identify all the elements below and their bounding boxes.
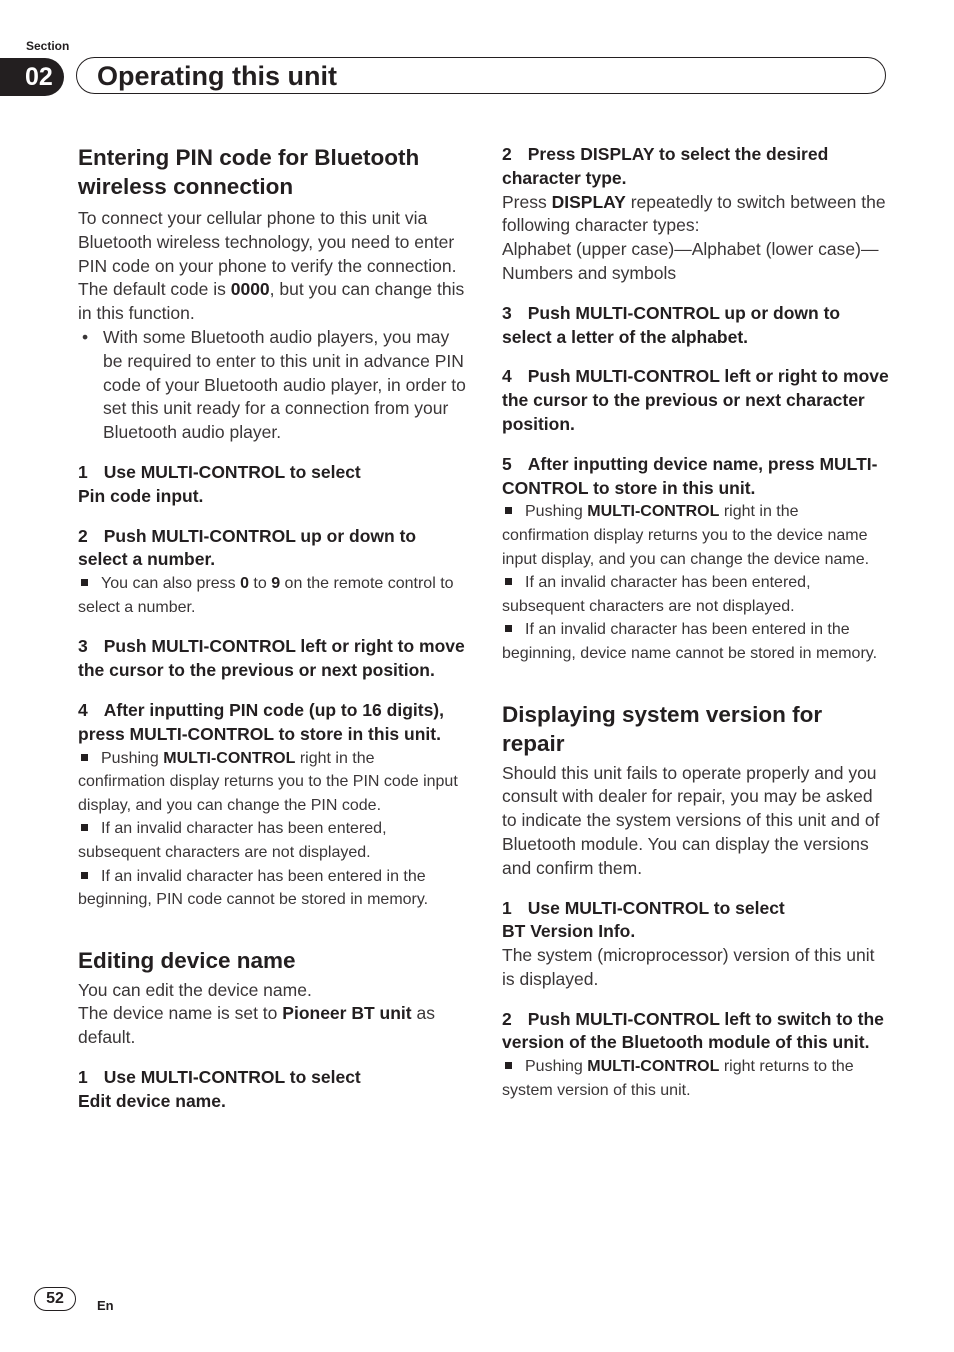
- edit-line-1: You can edit the device name.: [78, 979, 312, 1000]
- bullet-dot-icon: •: [82, 326, 89, 347]
- right-column: [502, 143, 890, 1102]
- note-square-icon: [81, 824, 88, 831]
- page-title: Operating this unit: [97, 61, 337, 91]
- pin-heading: Entering PIN code for Bluetooth wireless connection: [78, 145, 420, 199]
- language-code: En: [97, 1298, 114, 1313]
- edit-menu-item: Edit device name.: [78, 1090, 226, 1111]
- pin-step-4: 4 After inputting PIN code (up to 16 digits), press MULTI-CONTROL to store in this unit.: [78, 699, 444, 744]
- pin-step-4-note-1: Pushing MULTI-CONTROL right in the confirmation display returns you to the PIN code input display, and you can change the PIN code.: [78, 749, 458, 814]
- edit-step-3: 3 Push MULTI-CONTROL up or down to select a letter of the alphabet.: [502, 302, 841, 347]
- page-number: 52: [34, 1287, 76, 1311]
- edit-heading: Editing device name: [78, 947, 296, 973]
- edit-step-5-note-1: Pushing MULTI-CONTROL right in the confirmation display returns you to the device name input display, and you can change the device name.: [502, 503, 870, 568]
- pin-menu-item: Pin code input.: [78, 485, 204, 506]
- note-square-icon: [81, 579, 88, 586]
- version-intro: Should this unit fails to operate properly and you consult with dealer for repair, you may be asked to indicate the system versions of this unit and of Bluetooth module. You can display the versions and confirm them.: [502, 762, 880, 878]
- edit-step-2-body: Press DISPLAY repeatedly to switch between the following character types:: [502, 191, 886, 236]
- pin-step-4-note-3: If an invalid character has been entered in the beginning, PIN code cannot be stored in memory.: [78, 867, 429, 909]
- version-step-2: 2 Push MULTI-CONTROL left to switch to the version of the Bluetooth module of this unit.: [502, 1008, 884, 1053]
- edit-step-5-note-3: If an invalid character has been entered in the beginning, device name cannot be stored in memory.: [502, 621, 878, 662]
- note-square-icon: [505, 1062, 512, 1069]
- note-square-icon: [505, 625, 512, 632]
- pin-step-3: 3 Push MULTI-CONTROL left or right to move the cursor to the previous or next position.: [78, 636, 465, 681]
- note-square-icon: [81, 872, 88, 879]
- left-column: [78, 143, 466, 1114]
- edit-step-1: 1 Use MULTI-CONTROL to select Edit device name.: [78, 1067, 361, 1111]
- note-square-icon: [505, 578, 512, 585]
- page-title-bar: [76, 57, 886, 94]
- pin-step-2: 2 Push MULTI-CONTROL up or down to select a number.: [78, 525, 417, 570]
- pin-step-1: 1 Use MULTI-CONTROL to select Pin code input.: [78, 461, 361, 506]
- version-step-1: 1 Use MULTI-CONTROL to select BT Version Info.: [502, 897, 785, 942]
- character-types: Alphabet (upper case)—Alphabet (lower case)—Numbers and symbols: [502, 239, 879, 283]
- edit-step-2: 2 Press DISPLAY to select the desired character type.: [502, 144, 829, 188]
- default-code: 0000: [230, 279, 270, 300]
- pin-bullet: • With some Bluetooth audio players, you may be required to enter to this unit in advance PIN code of your Bluetooth audio player, in order to set this unit ready for a connection from your Bluetooth audio player.: [82, 326, 466, 443]
- section-number-badge: 02: [0, 58, 64, 96]
- version-heading: Displaying system version for repair: [502, 701, 823, 756]
- version-step-2-note: Pushing MULTI-CONTROL right returns to the system version of this unit.: [502, 1058, 854, 1099]
- edit-line-2: The device name is set to Pioneer BT unit as default.: [78, 1003, 435, 1048]
- section-label: Section: [26, 39, 70, 53]
- version-step-1-body: The system (microprocessor) version of this unit is displayed.: [502, 945, 875, 989]
- edit-step-5: 5 After inputting device name, press MULTI-CONTROL to store in this unit.: [502, 453, 878, 498]
- note-square-icon: [81, 754, 88, 761]
- pin-step-4-note-2: If an invalid character has been entered, subsequent characters are not displayed.: [78, 820, 387, 861]
- edit-step-4: 4 Push MULTI-CONTROL left or right to move the cursor to the previous or next character position.: [502, 366, 889, 434]
- pin-step-2-note: You can also press 0 to 9 on the remote control to select a number.: [78, 575, 454, 616]
- pin-intro: To connect your cellular phone to this unit via Bluetooth wireless technology, you need to enter PIN code on your phone to verify the connection. The default code is 0000, but you can change this in this function.: [78, 208, 465, 324]
- edit-step-5-note-2: If an invalid character has been entered, subsequent characters are not displayed.: [502, 574, 811, 615]
- note-square-icon: [505, 507, 512, 514]
- version-menu-item: BT Version Info.: [502, 921, 636, 942]
- default-device-name: Pioneer BT unit: [282, 1003, 412, 1024]
